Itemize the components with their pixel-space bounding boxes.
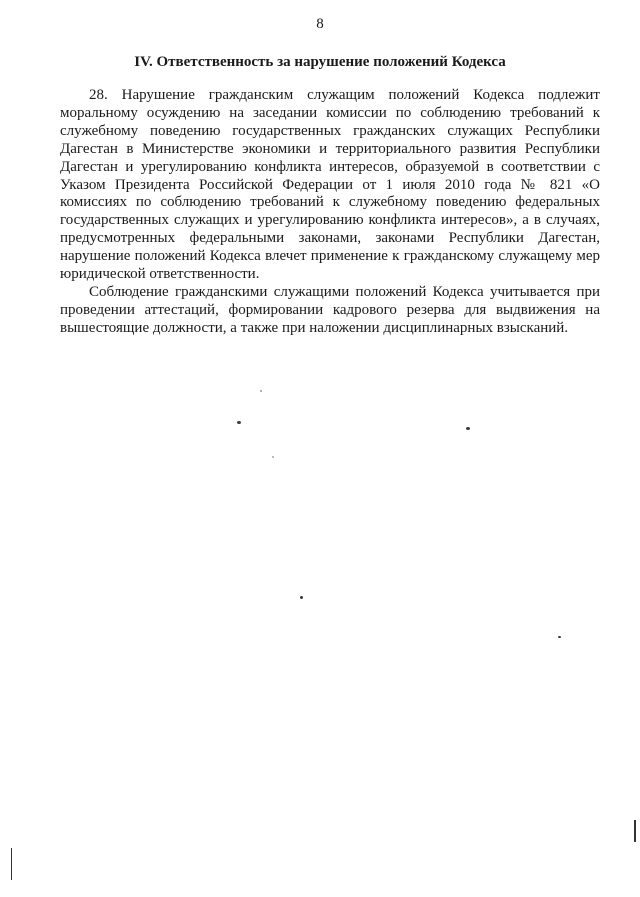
- body-text: [60, 87, 600, 338]
- paragraph-28: 28. Нарушение гражданским служащим положений Кодекса подлежит моральному осуждению на заседании комиссии по соблюдению требований к служебному поведению государственных гражданских служащих Республики Дагестан в Министерстве экономики и территориального развития Республики Дагестан и урегулированию конфликта интересов, образуемой в соответствии с Указом Президента Российской Федерации от 1 июля 2010 года № 821 «О комиссиях по соблюдению требований к служебному поведению федеральных государственных служащих и урегулированию конфликта интересов», а в случаях, предусмотренных федеральными законами, законами Республики Дагестан, нарушение положений Кодекса влечет применение к гражданскому служащему мер юридической ответственности.: [60, 87, 600, 283]
- scan-speck: [558, 636, 561, 638]
- scan-speck: [300, 596, 303, 599]
- scan-speck: [466, 427, 470, 430]
- page-number: 8: [316, 16, 324, 32]
- section-title: IV. Ответственность за нарушение положений Кодекса: [134, 54, 506, 70]
- scan-margin-line: [11, 848, 12, 880]
- scan-speck: [272, 456, 274, 458]
- scan-speck: [260, 390, 262, 392]
- paragraph-compliance: Соблюдение гражданскими служащими положений Кодекса учитывается при проведении аттестаций, формировании кадрового резерва для выдвижения на вышестоящие должности, а также при наложении дисциплинарных взысканий.: [60, 283, 600, 336]
- scan-margin-line: [634, 820, 636, 842]
- scan-speck: [237, 421, 241, 424]
